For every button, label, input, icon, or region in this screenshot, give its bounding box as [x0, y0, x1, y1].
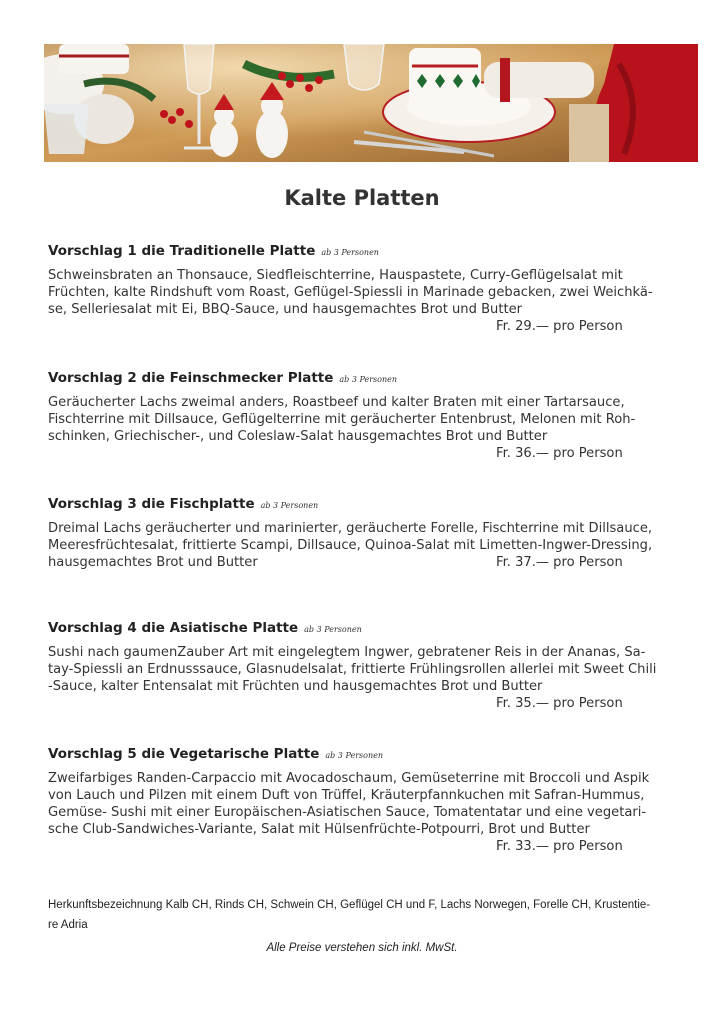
section-heading: Vorschlag 5 die Vegetarische Platte — [48, 746, 320, 762]
menu-section-4 — [48, 620, 680, 712]
menu-section-2 — [48, 370, 680, 462]
description-line: Früchten, kalte Rindshuft vom Roast, Geflügel-Spiessli in Marinade gebacken, zwei Weichkä- — [48, 285, 653, 300]
christmas-table-illustration — [44, 44, 698, 162]
persons-note: ab 3 Personen — [339, 375, 398, 384]
section-heading: Vorschlag 3 die Fischplatte — [48, 496, 255, 512]
section-description — [48, 644, 680, 712]
description-line: schinken, Griechischer-, und Coleslaw-Salat hausgemachtes Brot und Butter — [48, 429, 548, 444]
section-description — [48, 394, 680, 462]
menu-section-5 — [48, 746, 680, 855]
description-line: se, Selleriesalat mit Ei, BBQ-Sauce, und hausgemachtes Brot und Butter — [48, 302, 523, 317]
vat-note: Alle Preise verstehen sich inkl. MwSt. — [266, 942, 458, 954]
description-line: von Lauch und Pilzen mit einem Duft von Trüffel, Kräuterpfannkuchen mit Safran-Hummus, — [48, 788, 645, 803]
description-line: Sushi nach gaumenZauber Art mit eingelegtem Ingwer, gebratener Reis in der Ananas, Sa- — [48, 645, 646, 660]
persons-note: ab 3 Personen — [321, 248, 379, 257]
price: Fr. 35.— pro Person — [496, 696, 623, 711]
banner-image — [44, 44, 698, 162]
section-description — [48, 520, 680, 571]
description-line: Dreimal Lachs geräucherter und marinierter, geräucherte Forelle, Fischterrine mit Dillsauce, — [48, 521, 653, 536]
price: Fr. 36.— pro Person — [496, 446, 623, 461]
description-line: tay-Spiessli an Erdnusssauce, Glasnudelsalat, frittierte Frühlingsrollen allerlei mit Sweet Chili — [48, 662, 657, 677]
menu-section-3 — [48, 496, 680, 571]
description-line: hausgemachtes Brot und Butter — [48, 555, 258, 570]
price: Fr. 37.— pro Person — [496, 555, 623, 570]
section-description — [48, 267, 680, 335]
persons-note: ab 3 Personen — [260, 501, 319, 510]
price: Fr. 33.— pro Person — [496, 839, 623, 854]
origin-line: Herkunftsbezeichnung Kalb CH, Rinds CH, Schwein CH, Geflügel CH und F, Lachs Norwegen, Forelle CH, Krustentie- — [48, 899, 651, 911]
description-line: Schweinsbraten an Thonsauce, Siedfleischterrine, Hauspastete, Curry-Geflügelsalat mit — [48, 268, 623, 283]
menu-section-1 — [48, 243, 680, 335]
section-description — [48, 770, 680, 855]
description-line: Gemüse- Sushi mit einer Europäischen-Asiatischen Sauce, Tomatentatar und eine vegetari- — [48, 805, 647, 820]
description-line: -Sauce, kalter Entensalat mit Früchten und hausgemachtes Brot und Butter — [48, 679, 543, 694]
price: Fr. 29.— pro Person — [496, 319, 623, 334]
description-line: Fischterrine mit Dillsauce, Geflügelterrine mit geräucherter Entenbrust, Melonen mit Roh- — [48, 412, 636, 427]
origin-statement — [48, 895, 680, 935]
description-line: sche Club-Sandwiches-Variante, Salat mit Hülsenfrüchte-Potpourri, Brot und Butter — [48, 822, 590, 837]
persons-note: ab 3 Personen — [304, 625, 362, 634]
section-heading: Vorschlag 2 die Feinschmecker Platte — [48, 370, 334, 386]
page-title: Kalte Platten — [284, 186, 440, 210]
section-heading: Vorschlag 4 die Asiatische Platte — [48, 620, 299, 636]
origin-line: re Adria — [48, 919, 88, 931]
persons-note: ab 3 Personen — [325, 751, 383, 760]
description-line: Geräucherter Lachs zweimal anders, Roastbeef und kalter Braten mit einer Tartarsauce, — [48, 395, 625, 410]
description-line: Zweifarbiges Randen-Carpaccio mit Avocadoschaum, Gemüseterrine mit Broccoli und Aspik — [48, 771, 650, 786]
description-line: Meeresfrüchtesalat, frittierte Scampi, Dillsauce, Quinoa-Salat mit Limetten-Ingwer-Dressing, — [48, 538, 653, 553]
section-heading: Vorschlag 1 die Traditionelle Platte — [48, 243, 316, 259]
